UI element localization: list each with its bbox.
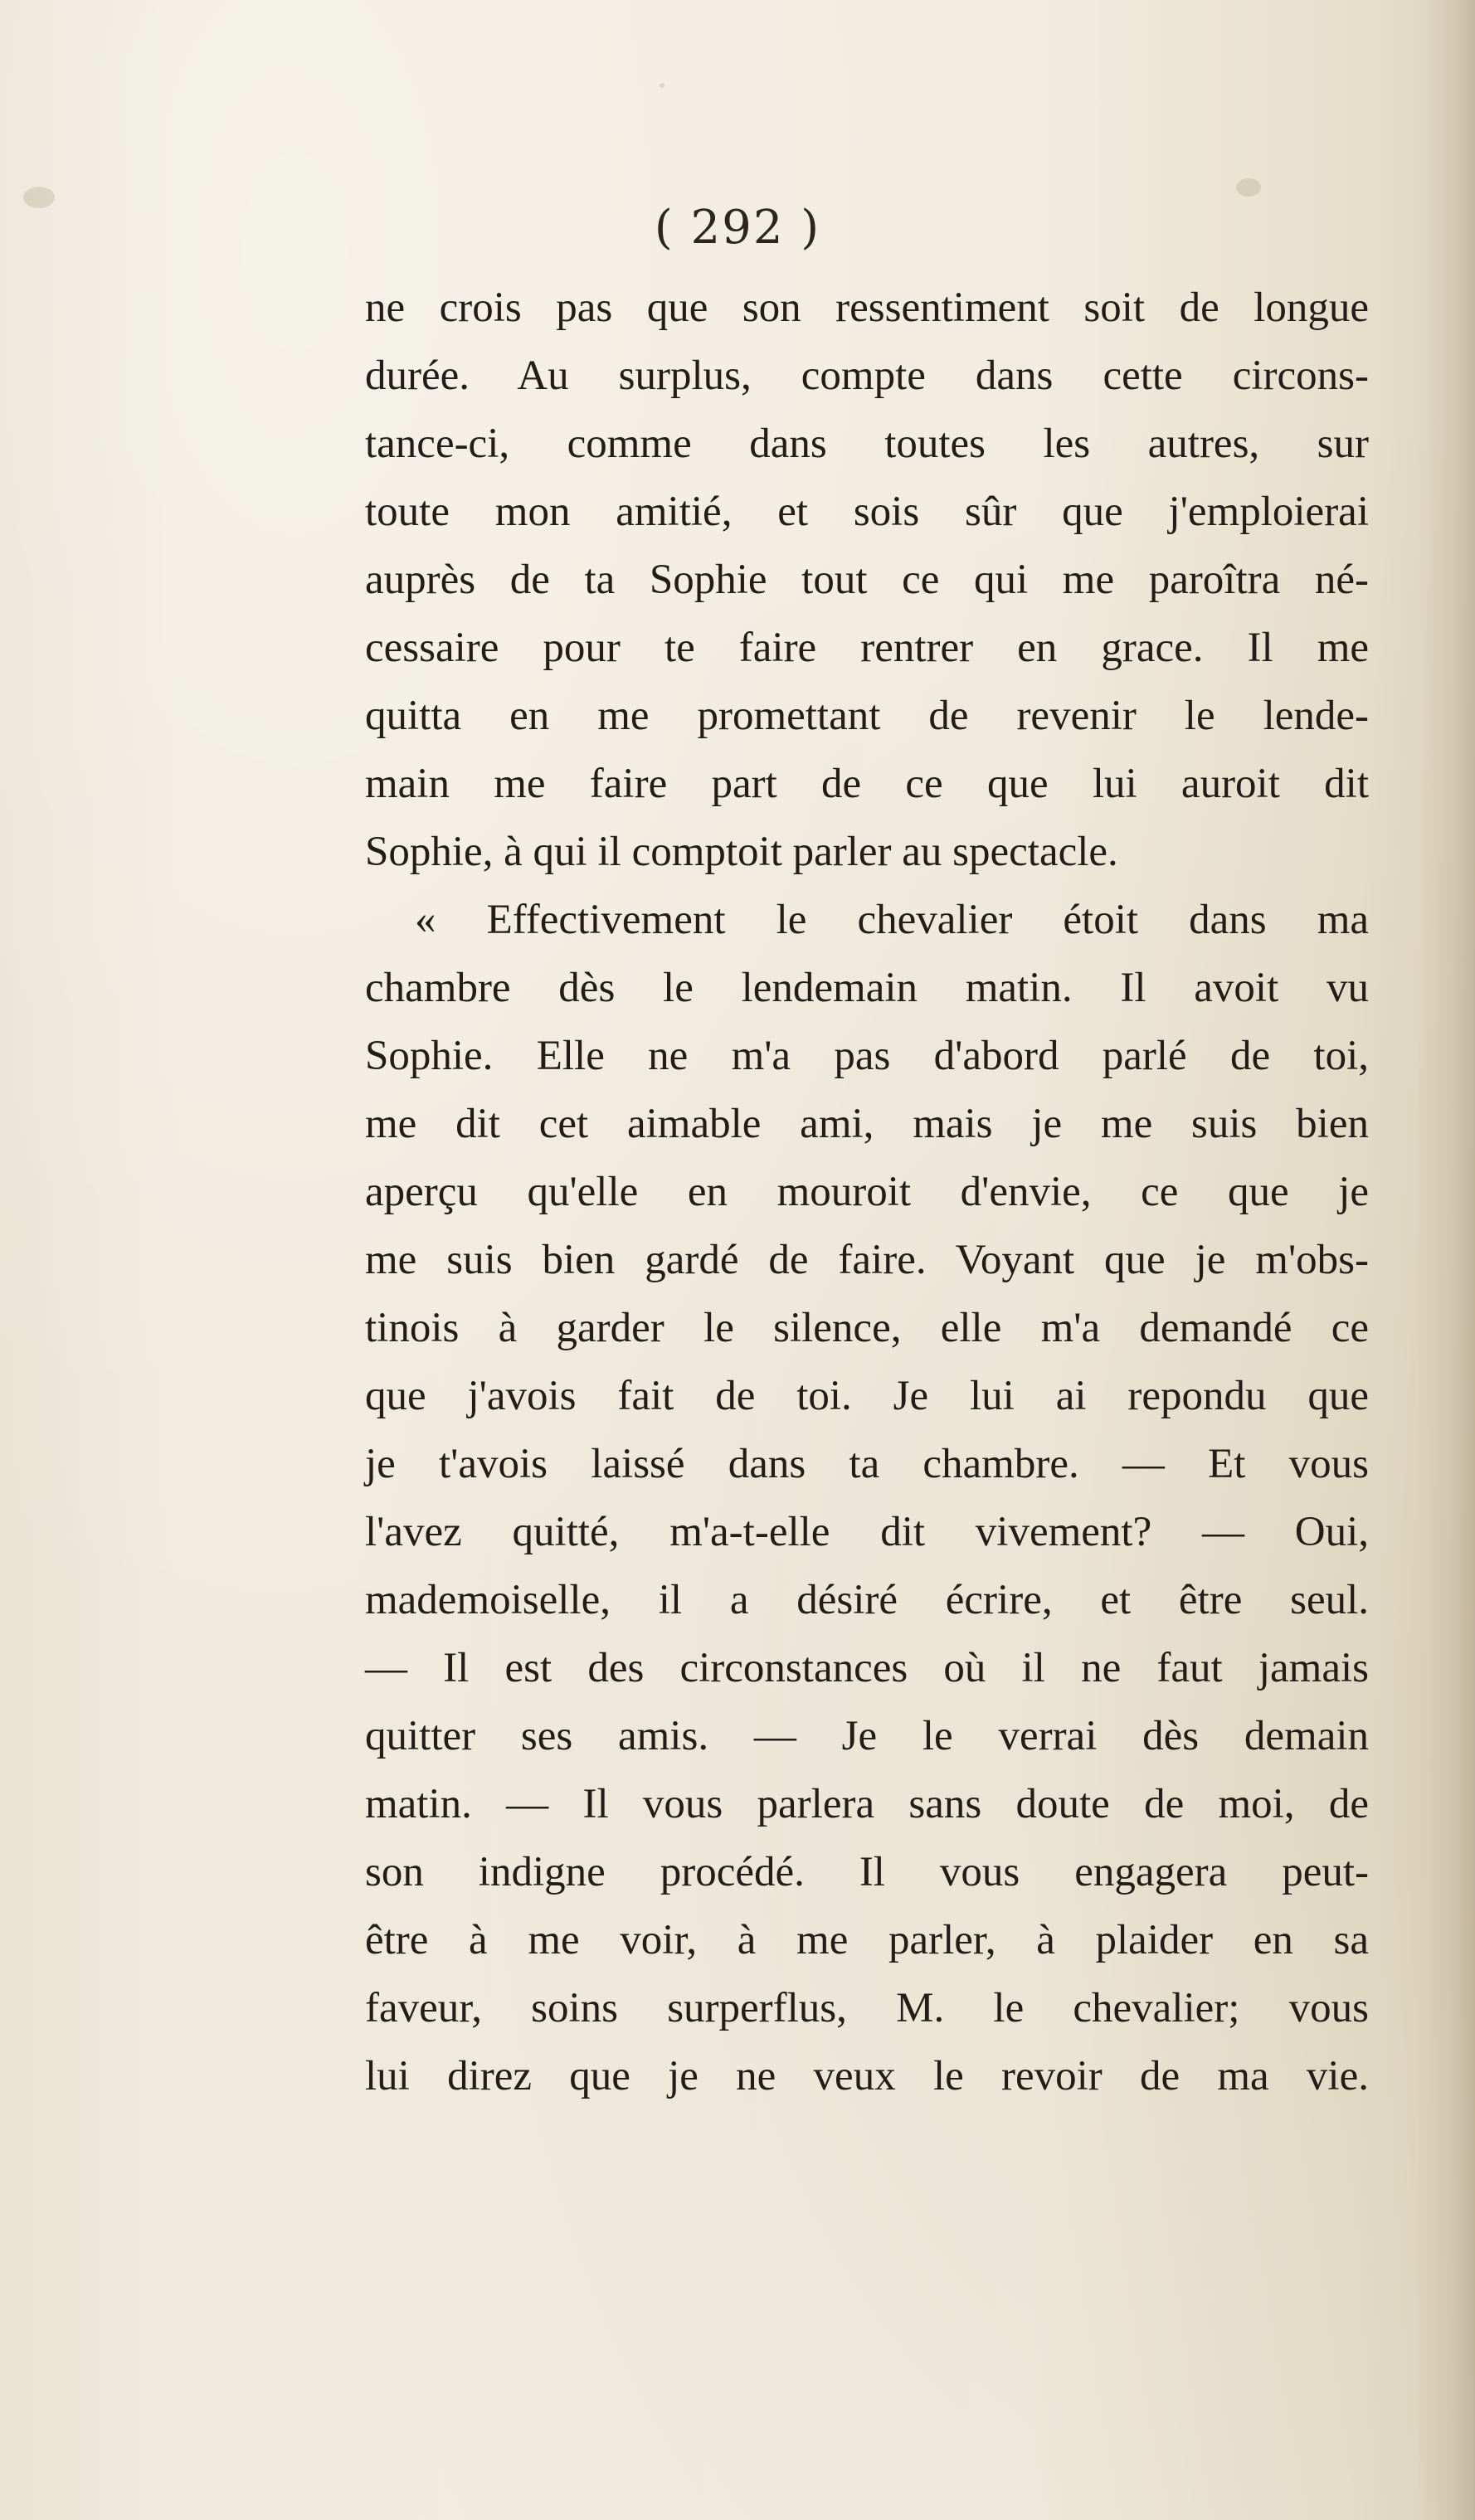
body-text <box>365 274 1369 2110</box>
text-line: que j'avois fait de toi. Je lui ai repondu que <box>365 1373 1369 1419</box>
text-line: quitter ses amis. — Je le verrai dès demain <box>365 1713 1369 1759</box>
text-line: je t'avois laissé dans ta chambre. — Et vous <box>365 1441 1369 1487</box>
text-line: aperçu qu'elle en mouroit d'envie, ce que je <box>365 1169 1369 1215</box>
text-line: — Il est des circonstances où il ne faut jamais <box>365 1645 1369 1691</box>
text-line: me dit cet aimable ami, mais je me suis bien <box>365 1101 1369 1147</box>
text-line: tance-ci, comme dans toutes les autres, sur <box>365 421 1369 467</box>
text-line: auprès de ta Sophie tout ce qui me paroîtra né- <box>365 557 1369 603</box>
page-number: ( 292 ) <box>654 201 821 255</box>
foxing-spot <box>1236 178 1261 197</box>
text-line: Sophie, à qui il comptoit parler au spectacle. <box>365 829 1118 875</box>
text-line: quitta en me promettant de revenir le lende- <box>365 693 1369 739</box>
text-line: chambre dès le lendemain matin. Il avoit vu <box>365 965 1369 1011</box>
text-line: mademoiselle, il a désiré écrire, et être seul. <box>365 1577 1369 1623</box>
text-line: ne crois pas que son ressentiment soit de longue <box>365 285 1369 331</box>
text-line: cessaire pour te faire rentrer en grace. Il me <box>365 625 1369 671</box>
text-line: Sophie. Elle ne m'a pas d'abord parlé de toi, <box>365 1033 1369 1079</box>
text-line: tinois à garder le silence, elle m'a demandé ce <box>365 1305 1369 1351</box>
page-edge-shadow <box>1417 0 1475 2520</box>
foxing-spot <box>660 83 664 88</box>
text-line: durée. Au surplus, compte dans cette circons- <box>365 353 1369 399</box>
text-line: matin. — Il vous parlera sans doute de moi, de <box>365 1781 1369 1827</box>
paragraph-start-line: « Effectivement le chevalier étoit dans ma <box>415 897 1369 943</box>
text-line: l'avez quitté, m'a-t-elle dit vivement? — Oui, <box>365 1509 1369 1555</box>
text-line: être à me voir, à me parler, à plaider en sa <box>365 1917 1369 1963</box>
text-line: son indigne procédé. Il vous engagera peut- <box>365 1849 1369 1895</box>
text-line: faveur, soins surperflus, M. le chevalier; vous <box>365 1985 1369 2031</box>
text-line: toute mon amitié, et sois sûr que j'emploierai <box>365 489 1369 535</box>
text-line: main me faire part de ce que lui auroit dit <box>365 761 1369 807</box>
text-line: me suis bien gardé de faire. Voyant que je m'obs- <box>365 1237 1369 1283</box>
text-line: lui direz que je ne veux le revoir de ma vie. <box>365 2053 1369 2099</box>
